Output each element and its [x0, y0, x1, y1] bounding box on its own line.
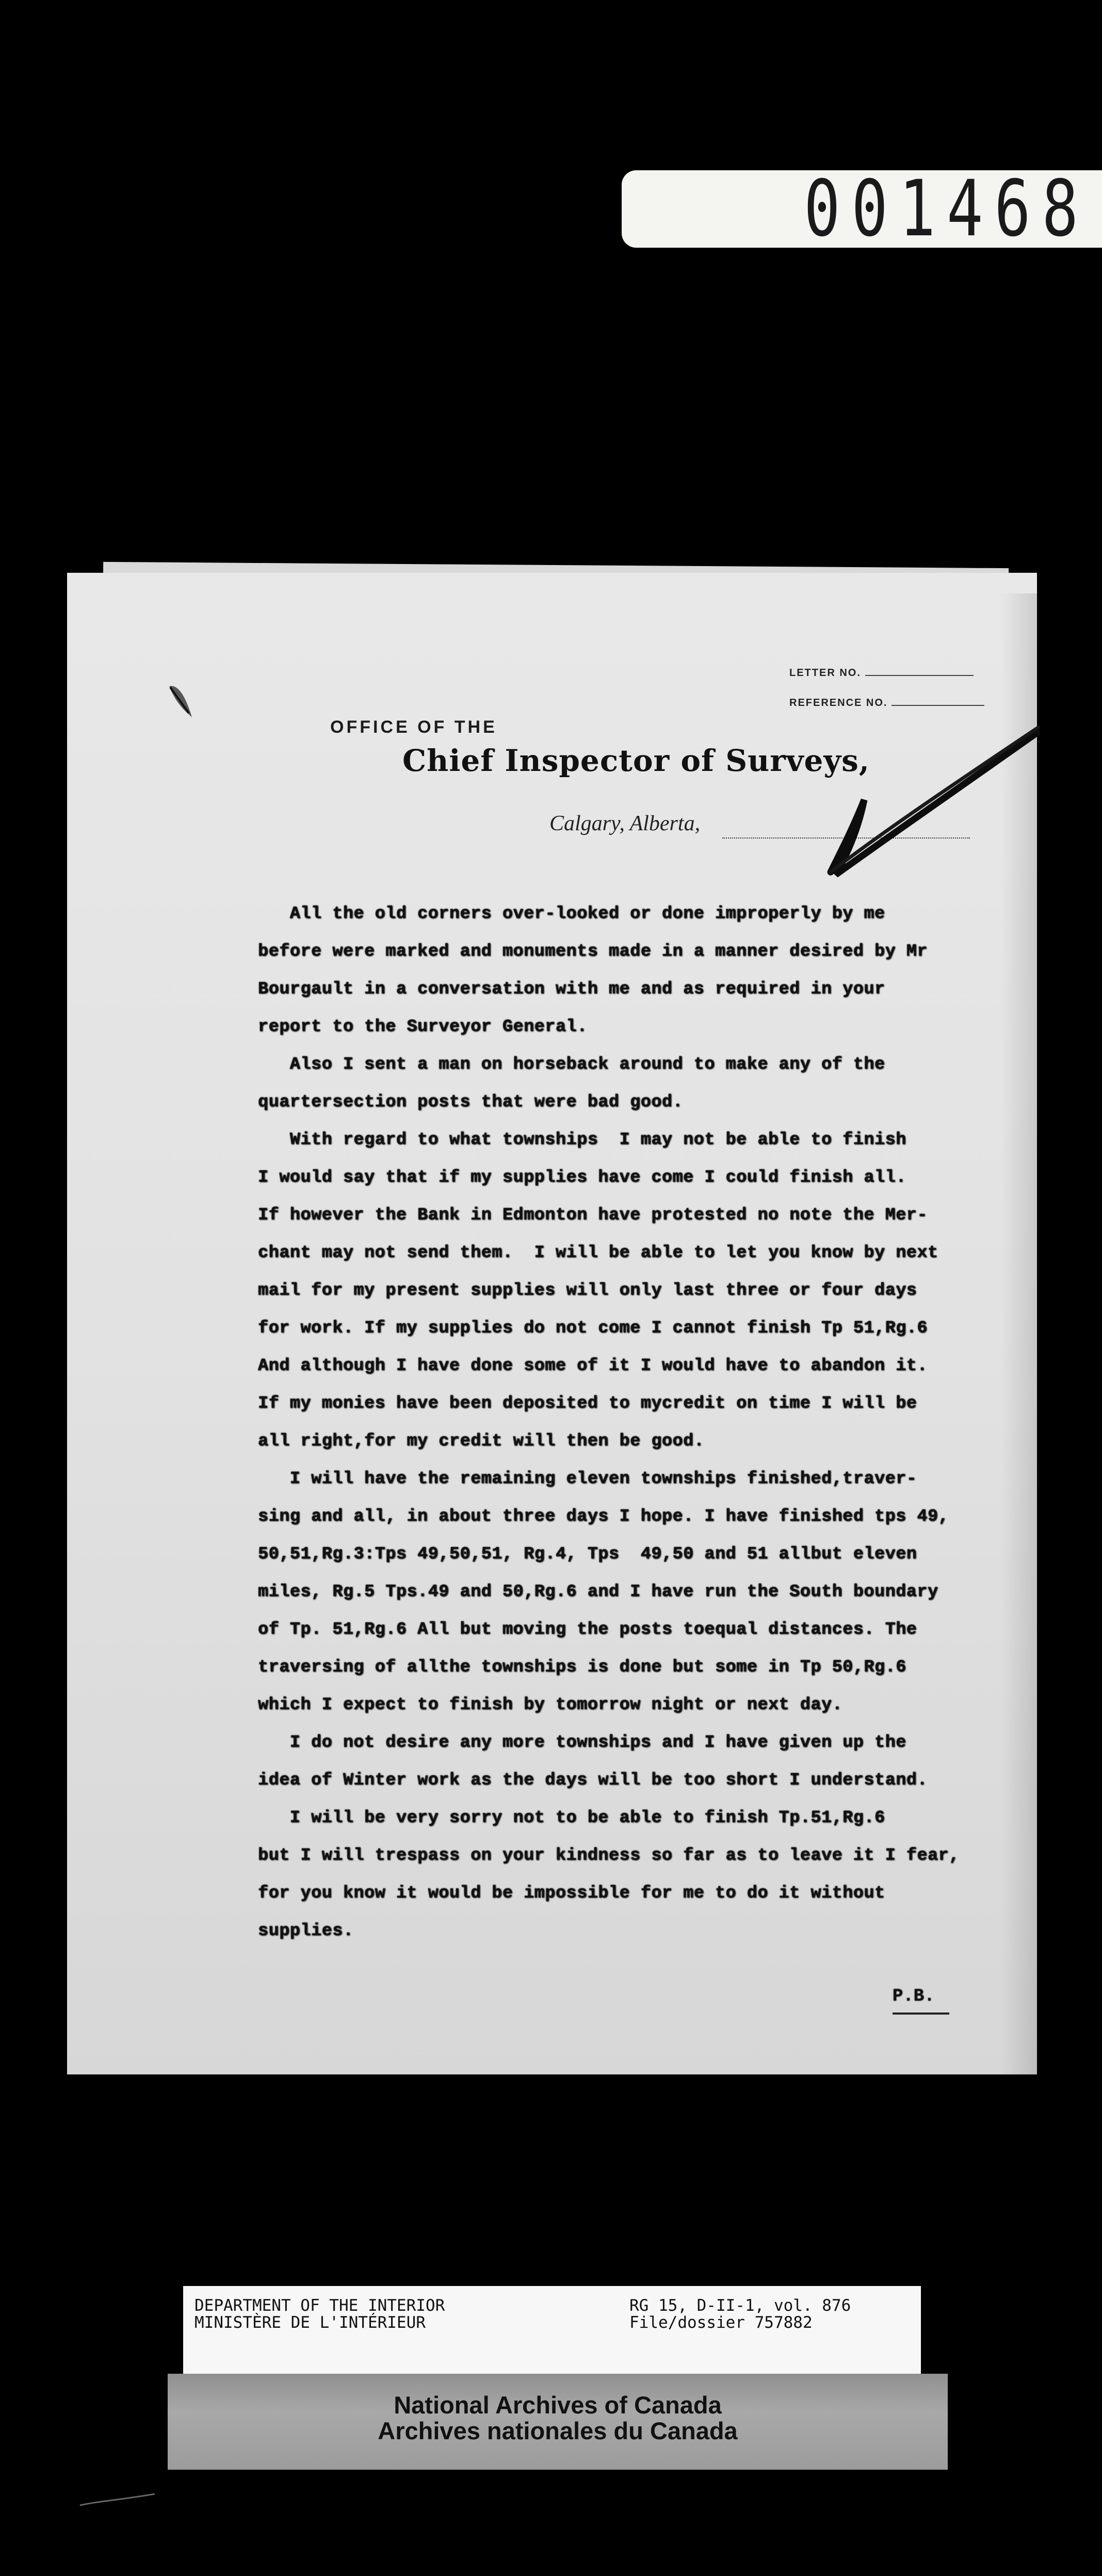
body-line: Bourgault in a conversation with me and as required in your: [258, 979, 885, 999]
body-line: quartersection posts that were bad good.: [258, 1092, 684, 1112]
punch-mark: [165, 681, 196, 722]
body-line: If my monies have been deposited to mycredit on time I will be: [258, 1394, 917, 1413]
letter-page: [67, 573, 1037, 2074]
department-french: MINISTÈRE DE L'INTÉRIEUR: [195, 2313, 426, 2332]
archives-english: National Archives of Canada: [394, 2391, 722, 2419]
archives-french: Archives nationales du Canada: [378, 2417, 738, 2444]
document-stamp: [622, 164, 1102, 254]
body-line: for you know it would be impossible for me to do it without: [258, 1883, 885, 1903]
signature-underline: [893, 2013, 949, 2015]
body-line: chant may not send them. I will be able to let you know by next: [258, 1243, 938, 1263]
body-line: Also I sent a man on horseback around to make any of the: [258, 1055, 885, 1074]
body-line: report to the Surveyor General.: [258, 1017, 588, 1037]
letter-no-label: LETTER NO.: [789, 667, 861, 679]
body-line: mail for my present supplies will only last three or four days: [258, 1281, 917, 1300]
record-group-reference: RG 15, D-II-1, vol. 876: [629, 2296, 851, 2315]
department-label: [183, 2286, 921, 2376]
pen-checkmark: [753, 671, 1042, 888]
body-line: of Tp. 51,Rg.6 All but moving the posts toequal distances. The: [258, 1620, 917, 1639]
body-line: And although I have done some of it I would have to abandon it.: [258, 1356, 928, 1376]
letter-body: [258, 895, 1022, 1950]
reference-no-label: REFERENCE NO.: [789, 697, 888, 709]
department-english: DEPARTMENT OF THE INTERIOR: [195, 2296, 445, 2315]
signature-initials: P.B.: [893, 1987, 935, 2006]
body-line: I would say that if my supplies have come I could finish all.: [258, 1168, 906, 1187]
archives-label: [168, 2374, 948, 2470]
file-reference: File/dossier 757882: [629, 2313, 813, 2332]
body-line: all right,for my credit will then be good.: [258, 1431, 705, 1451]
body-line: 50,51,Rg.3:Tps 49,50,51, Rg.4, Tps 49,50 and 51 allbut eleven: [258, 1544, 917, 1564]
body-line: idea of Winter work as the days will be too short I understand.: [258, 1770, 928, 1790]
body-line: which I expect to finish by tomorrow night or next day.: [258, 1695, 843, 1715]
body-line: I will have the remaining eleven townships finished,traver-: [258, 1469, 917, 1489]
body-line: traversing of allthe townships is done but some in Tp 50,Rg.6: [258, 1657, 906, 1677]
body-line: I will be very sorry not to be able to finish Tp.51,Rg.6: [258, 1808, 885, 1828]
body-line: miles, Rg.5 Tps.49 and 50,Rg.6 and I have run the South boundary: [258, 1582, 938, 1602]
body-line: for work. If my supplies do not come I cannot finish Tp 51,Rg.6: [258, 1318, 928, 1338]
body-line: before were marked and monuments made in a manner desired by Mr: [258, 942, 928, 961]
scratch-mark: [77, 2490, 160, 2510]
body-line: I do not desire any more townships and I have given up the: [258, 1733, 906, 1752]
body-line: but I will trespass on your kindness so far as to leave it I fear,: [258, 1846, 960, 1865]
body-line: If however the Bank in Edmonton have protested no note the Mer-: [258, 1205, 928, 1225]
body-line: sing and all, in about three days I hope. I have finished tps 49,: [258, 1507, 949, 1526]
body-line: All the old corners over-looked or done improperly by me: [258, 904, 885, 924]
body-line: supplies.: [258, 1921, 354, 1941]
stamp-number: 001468: [804, 164, 1090, 254]
office-of-the-heading: OFFICE OF THE: [330, 717, 497, 737]
chief-inspector-heading: Chief Inspector of Surveys,: [402, 743, 870, 778]
place-line-label: Calgary, Alberta,: [549, 812, 701, 835]
body-line: With regard to what townships I may not be able to finish: [258, 1130, 906, 1150]
